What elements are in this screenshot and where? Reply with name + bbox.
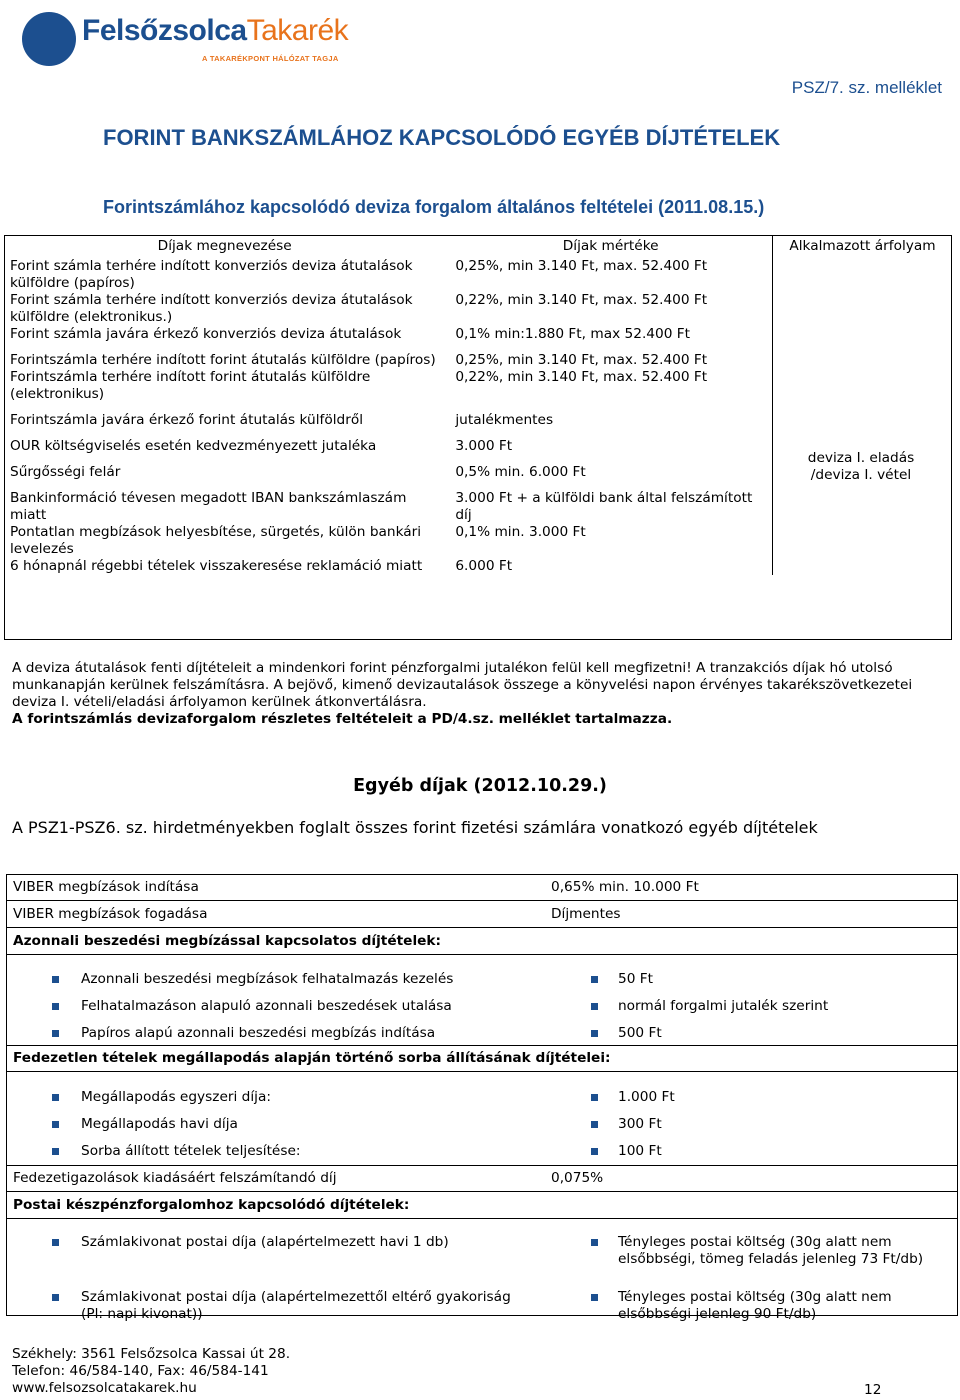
fee-value: Tényleges postai költség (30g alatt nem elsőbbségi, tömeg feladás jelenleg 73 Ft/db) — [618, 1234, 924, 1267]
fee-name: Forint számla terhére indított konverziós deviza átutalások külföldre (papíros) — [10, 258, 413, 291]
logo — [82, 14, 348, 48]
fee-value: 0,22%, min 3.140 Ft, max. 52.400 Ft — [455, 292, 708, 308]
footer-address: Székhely: 3561 Felsőzsolca Kassai út 28. — [12, 1346, 291, 1362]
exchange-rate-value: deviza I. eladás /deviza I. vétel — [807, 450, 915, 483]
postai-title: Postai készpénzforgalomhoz kapcsolódó díjtételek: — [13, 1197, 410, 1213]
fee-value: 0,22%, min 3.140 Ft, max. 52.400 Ft — [455, 369, 708, 385]
fee-value: 0,5% min. 6.000 Ft — [455, 464, 586, 480]
bullet-icon — [52, 1094, 59, 1101]
bullet-icon — [52, 1030, 59, 1037]
fee-value: 3.000 Ft + a külföldi bank által felszámított díj — [455, 490, 753, 523]
fee-value: 0,25%, min 3.140 Ft, max. 52.400 Ft — [455, 258, 708, 274]
col-header-name: Díjak megnevezése — [157, 238, 292, 254]
bullet-icon — [591, 976, 598, 983]
fee-name: Forintszámla javára érkező forint átutalás külföldről — [10, 412, 364, 428]
col-header-fee: Díjak mértéke — [562, 238, 659, 254]
logo-subtitle: A TAKARÉKPONT HÁLÓZAT TAGJA — [202, 54, 339, 63]
fee-name: VIBER megbízások fogadása — [13, 906, 208, 922]
footer-phone: Telefon: 46/584-140, Fax: 46/584-141 — [12, 1363, 269, 1379]
fee-name: Forintszámla terhére indított forint átutalás külföldre (papíros) — [10, 352, 436, 368]
note-bold: A forintszámlás devizaforgalom részletes feltételeit a PD/4.sz. melléklet tartalmazza. — [12, 711, 673, 727]
egyeb-title: Egyéb díjak (2012.10.29.) — [353, 776, 607, 796]
fee-name: Forint számla terhére indított konverziós deviza átutalások külföldre (elektronikus.) — [10, 292, 413, 325]
bullet-icon — [52, 1121, 59, 1128]
fee-name: Megállapodás havi díja — [81, 1116, 238, 1132]
fedezetlen-title: Fedezetlen tételek megállapodás alapján történő sorba állításának díjtételei: — [13, 1050, 611, 1066]
fee-value: 0,1% min. 3.000 Ft — [455, 524, 586, 540]
fee-value: jutalékmentes — [455, 412, 554, 428]
divider — [7, 1191, 957, 1192]
fee-name: Felhatalmazáson alapuló azonnali beszedések utalása — [81, 998, 452, 1014]
bullet-icon — [591, 1294, 598, 1301]
fee-name: Fedezetigazolások kiadásáért felszámítandó díj — [13, 1170, 337, 1186]
fee-value: 0,65% min. 10.000 Ft — [551, 879, 699, 895]
fee-value: 50 Ft — [618, 971, 654, 987]
fee-value: 1.000 Ft — [618, 1089, 675, 1105]
fee-value: 0,075% — [551, 1170, 604, 1186]
divider — [7, 900, 957, 901]
divider — [7, 1218, 957, 1219]
table-header-row — [4, 235, 952, 258]
deviza-fee-table — [4, 235, 952, 575]
deviza-note — [12, 660, 942, 728]
fee-name: Sorba állított tételek teljesítése: — [81, 1143, 301, 1159]
fee-value: 500 Ft — [618, 1025, 662, 1041]
fee-name: Sűrgősségi felár — [10, 464, 121, 480]
fee-name: Forint számla javára érkező konverziós deviza átutalások — [10, 326, 402, 342]
bullet-icon — [591, 1121, 598, 1128]
bullet-icon — [52, 976, 59, 983]
fee-name: Bankinformáció tévesen megadott IBAN bankszámlaszám miatt — [10, 490, 407, 523]
bullet-icon — [52, 1003, 59, 1010]
bullet-icon — [591, 1003, 598, 1010]
bullet-icon — [591, 1239, 598, 1246]
footer — [12, 1346, 290, 1397]
fee-name: Megállapodás egyszeri díja: — [81, 1089, 271, 1105]
fee-value: 100 Ft — [618, 1143, 662, 1159]
bullet-icon — [591, 1030, 598, 1037]
divider — [7, 1071, 957, 1072]
footer-web-link[interactable]: www.felsozsolcatakarek.hu — [12, 1380, 197, 1396]
divider — [7, 954, 957, 955]
fee-name: Számlakivonat postai díja (alapértelmezett havi 1 db) — [81, 1234, 449, 1250]
bullet-icon — [52, 1294, 59, 1301]
divider — [7, 1045, 957, 1046]
fee-value: 3.000 Ft — [455, 438, 513, 454]
fee-name: 6 hónapnál régebbi tételek visszakeresése reklamáció miatt — [10, 558, 423, 574]
azonnali-title: Azonnali beszedési megbízással kapcsolatos díjtételek: — [13, 933, 441, 949]
egyeb-fee-table — [6, 874, 958, 1322]
fee-name: Számlakivonat postai díja (alapértelmezettől eltérő gyakoriság (Pl: napi kivonat)) — [81, 1289, 511, 1322]
divider — [7, 1165, 957, 1166]
fee-value: normál forgalmi jutalék szerint — [618, 998, 829, 1014]
fee-name: Azonnali beszedési megbízások felhatalmazás kezelés — [81, 971, 454, 987]
logo-main: Felsőzsolca — [82, 14, 247, 47]
fee-name: Forintszámla terhére indított forint átutalás külföldre (elektronikus) — [10, 369, 371, 402]
page-number: 12 — [864, 1382, 882, 1398]
fee-value: 0,1% min:1.880 Ft, max 52.400 Ft — [455, 326, 691, 342]
egyeb-intro: A PSZ1-PSZ6. sz. hirdetményekben foglalt összes forint fizetési számlára vonatkozó egyéb díjtételek — [12, 818, 818, 837]
bullet-icon — [52, 1148, 59, 1155]
fee-name: VIBER megbízások indítása — [13, 879, 199, 895]
logo-accent: Takarék — [246, 14, 349, 47]
page-title: FORINT BANKSZÁMLÁHOZ KAPCSOLÓDÓ EGYÉB DÍJTÉTELEK — [103, 125, 781, 150]
bullet-icon — [52, 1239, 59, 1246]
bullet-icon — [591, 1148, 598, 1155]
fee-value: 300 Ft — [618, 1116, 662, 1132]
logo-emblem — [22, 12, 76, 66]
fee-value: Díjmentes — [551, 906, 621, 922]
fee-name: Pontatlan megbízások helyesbítése, sürgetés, külön bankári levelezés — [10, 524, 422, 557]
fee-value: 0,25%, min 3.140 Ft, max. 52.400 Ft — [455, 352, 708, 368]
note-text: A deviza átutalások fenti díjtételeit a mindenkori forint pénzforgalmi jutalékon felül kell megfizetni! A tranzakciós díjak hó utolsó munkanapján kerülnek felszámításra. A bejövő, kimenő devizautalások összege a könyvelési napon érvényes takarékszövetkezetei deviza I. vételi/eladási árfolyamon kerülnek átkonvertálásra. — [12, 660, 913, 710]
fee-value: 6.000 Ft — [455, 558, 513, 574]
fee-value: Tényleges postai költség (30g alatt nem elsőbbségi jelenleg 90 Ft/db) — [618, 1289, 892, 1322]
fee-name: OUR költségviselés esetén kedvezményezett jutaléka — [10, 438, 377, 454]
divider — [7, 927, 957, 928]
col-header-rate: Alkalmazott árfolyam — [772, 235, 952, 575]
fee-name: Papíros alapú azonnali beszedési megbízás indítása — [81, 1025, 436, 1041]
section-subtitle: Forintszámlához kapcsolódó deviza forgalom általános feltételei (2011.08.15.) — [103, 197, 765, 217]
attachment-label: PSZ/7. sz. melléklet — [791, 78, 942, 97]
bullet-icon — [591, 1094, 598, 1101]
